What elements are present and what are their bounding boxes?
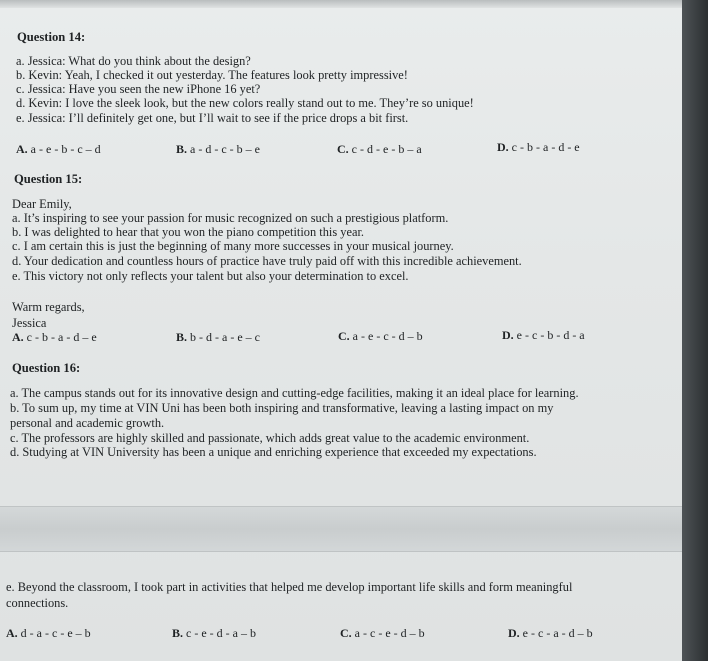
- option-letter: D.: [497, 140, 509, 154]
- q16-option-b[interactable]: [172, 626, 256, 640]
- q16-line-b: b. To sum up, my time at VIN Uni has been both inspiring and transformative, leaving a lasting impact on my: [10, 401, 554, 415]
- q16-line-e: e. Beyond the classroom, I took part in activities that helped me develop important life skills and form meaningful: [6, 580, 573, 594]
- q14-line-c: c. Jessica: Have you seen the new iPhone 16 yet?: [16, 82, 261, 96]
- q14-option-a[interactable]: [16, 142, 101, 156]
- q15-line-d: d. Your dedication and countless hours of practice have truly paid off with this incredible achievement.: [12, 254, 522, 268]
- option-text: c - e - d - a – b: [186, 626, 256, 640]
- option-text: a - e - c - d – b: [352, 329, 423, 343]
- q16-line-e-cont: connections.: [6, 596, 69, 610]
- q15-line-b: b. I was delighted to hear that you won the piano competition this year.: [12, 225, 365, 239]
- q14-option-d[interactable]: [497, 140, 580, 154]
- q15-option-c[interactable]: [338, 329, 423, 343]
- q14-option-b[interactable]: [176, 142, 260, 156]
- q14-title: Question 14:: [17, 30, 86, 44]
- option-text: c - b - a - d – e: [26, 330, 97, 344]
- option-letter: B.: [176, 142, 188, 156]
- option-text: d - a - c - e – b: [20, 626, 91, 640]
- option-text: a - e - b - c – d: [30, 142, 101, 156]
- option-letter: D.: [508, 626, 520, 640]
- option-letter: C.: [340, 626, 352, 640]
- q14-line-a: a. Jessica: What do you think about the design?: [16, 54, 251, 68]
- q15-option-d[interactable]: [502, 328, 585, 342]
- option-letter: B.: [176, 330, 188, 344]
- page-fold: [0, 506, 682, 552]
- option-text: b - d - a - e – c: [190, 330, 260, 344]
- option-letter: A.: [12, 330, 24, 344]
- q15-option-a[interactable]: [12, 330, 97, 344]
- q14-line-b: b. Kevin: Yeah, I checked it out yesterday. The features look pretty impressive!: [16, 68, 408, 82]
- option-letter: A.: [6, 626, 18, 640]
- q15-option-b[interactable]: [176, 330, 260, 344]
- q16-option-d[interactable]: [508, 626, 593, 640]
- q15-line-c: c. I am certain this is just the beginning of many more successes in your musical journey.: [12, 239, 454, 253]
- q16-line-a: a. The campus stands out for its innovative design and cutting-edge facilities, making it an ideal place for learning.: [10, 386, 579, 400]
- option-text: e - c - b - d - a: [516, 328, 585, 342]
- top-edge: [0, 0, 682, 8]
- option-text: c - d - e - b – a: [351, 142, 422, 156]
- q15-line-a: a. It’s inspiring to see your passion for music recognized on such a prestigious platform.: [12, 211, 449, 225]
- option-text: e - c - a - d – b: [522, 626, 593, 640]
- option-text: c - b - a - d - e: [511, 140, 580, 154]
- q16-line-c: c. The professors are highly skilled and passionate, which adds great value to the academic environment.: [10, 431, 530, 445]
- q16-line-b-cont: personal and academic growth.: [10, 416, 165, 430]
- q16-line-d: d. Studying at VIN University has been a unique and enriching experience that exceeded my expectations.: [10, 445, 537, 459]
- q14-line-e: e. Jessica: I’ll definitely get one, but I’ll wait to see if the price drops a bit first.: [16, 111, 409, 125]
- q16-option-c[interactable]: [340, 626, 425, 640]
- option-text: a - d - c - b – e: [190, 142, 260, 156]
- q14-line-d: d. Kevin: I love the sleek look, but the new colors really stand out to me. They’re so unique!: [16, 96, 474, 110]
- q14-option-c[interactable]: [337, 142, 422, 156]
- q15-greeting: Dear Emily,: [12, 197, 72, 211]
- option-letter: C.: [338, 329, 350, 343]
- option-letter: B.: [172, 626, 184, 640]
- q16-title: Question 16:: [12, 361, 81, 375]
- q15-signature: Jessica: [12, 316, 47, 330]
- dark-border: [682, 0, 708, 661]
- q15-closing: Warm regards,: [12, 300, 85, 314]
- q15-line-e: e. This victory not only reflects your talent but also your determination to excel.: [12, 269, 409, 283]
- q16-option-a[interactable]: [6, 626, 91, 640]
- option-letter: D.: [502, 328, 514, 342]
- option-letter: C.: [337, 142, 349, 156]
- q15-title: Question 15:: [14, 172, 83, 186]
- option-letter: A.: [16, 142, 28, 156]
- option-text: a - c - e - d – b: [354, 626, 425, 640]
